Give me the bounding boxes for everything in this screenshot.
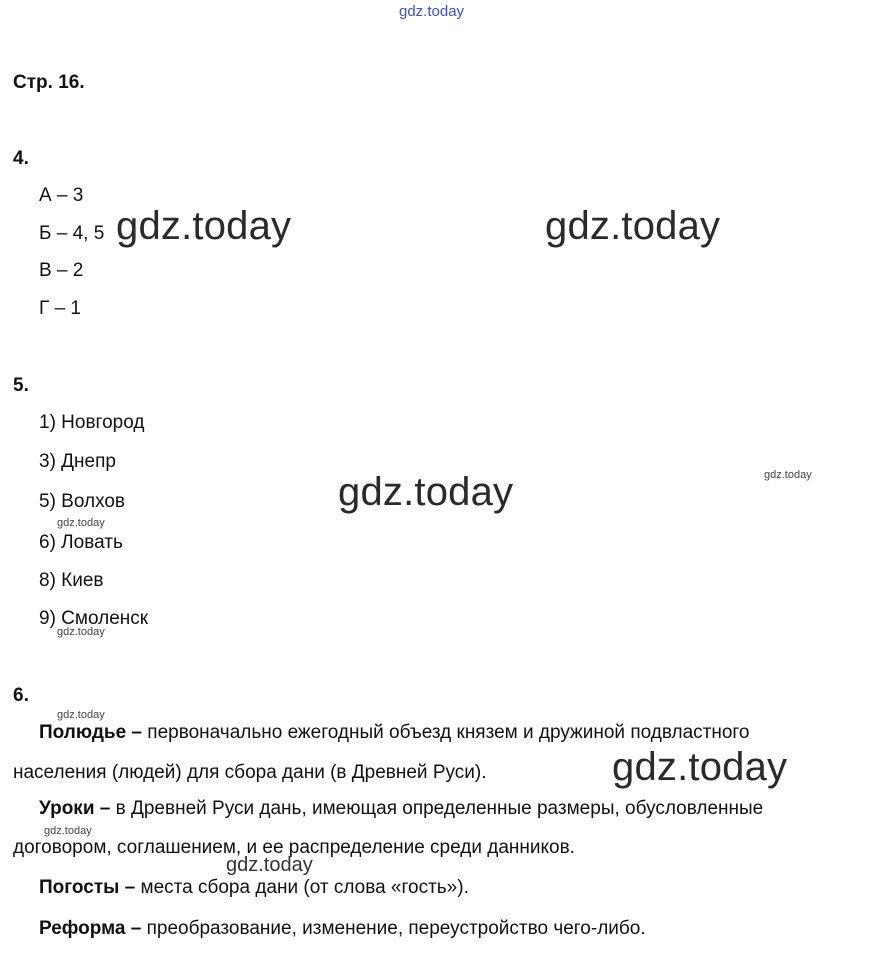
watermark-small-2: gdz.today [57,517,105,529]
term-pogosty-definition: места сбора дани (от слова «гость»). [140,877,469,898]
watermark-big-1: gdz.today [116,204,292,248]
q4-answer-a: А – 3 [39,185,84,206]
q5-answer-2: 3) Днепр [39,451,116,472]
q5-answer-6: 9) Смоленск [39,608,149,629]
q5-answer-1: 1) Новгород [39,412,145,433]
term-uroki-dash: – [94,798,116,819]
q5-number: 5. [13,375,29,396]
term-uroki-definition-1: в Древней Руси дань, имеющая определенные размеры, обусловленные [115,798,764,819]
watermark-top: gdz.today [399,3,465,20]
term-polyudye: Полюдье [39,722,127,743]
term-pogosty-line [13,877,873,899]
watermark-small-1: gdz.today [764,469,812,481]
term-uroki-line1 [13,798,873,820]
q4-answer-g: Г – 1 [39,298,81,319]
q4-answer-v: В – 2 [39,260,84,281]
term-reforma: Реформа [39,918,126,939]
watermark-medium: gdz.today [226,854,313,876]
term-reforma-line [13,918,873,940]
term-reforma-dash: – [125,918,147,939]
watermark-small-4: gdz.today [57,709,105,721]
watermark-small-3: gdz.today [57,626,105,638]
term-polyudye-line1 [13,722,873,744]
term-uroki: Уроки [39,798,95,819]
page-label: Стр. 16. [13,72,85,93]
term-pogosty-dash: – [119,877,141,898]
watermark-small-5: gdz.today [44,825,92,837]
watermark-big-3: gdz.today [338,470,514,514]
q4-answer-b: Б – 4, 5 [39,223,105,244]
term-polyudye-definition-2: населения (людей) для сбора дани (в Древней Руси). [13,762,487,783]
watermark-big-4: gdz.today [612,745,788,789]
q6-number: 6. [13,685,29,706]
watermark-big-2: gdz.today [545,204,721,248]
q5-answer-4: 6) Ловать [39,532,123,553]
term-reforma-definition: преобразование, изменение, переустройство чего-либо. [146,918,646,939]
term-pogosty: Погосты [39,877,120,898]
q4-number: 4. [13,148,29,169]
term-uroki-definition-2: договором, соглашением, и ее распределение среди данников. [13,837,575,858]
term-polyudye-dash: – [126,722,148,743]
q5-answer-3: 5) Волхов [39,491,126,512]
term-polyudye-definition-1: первоначально ежегодный объезд князем и дружиной подвластного [147,722,750,743]
q5-answer-5: 8) Киев [39,570,104,591]
